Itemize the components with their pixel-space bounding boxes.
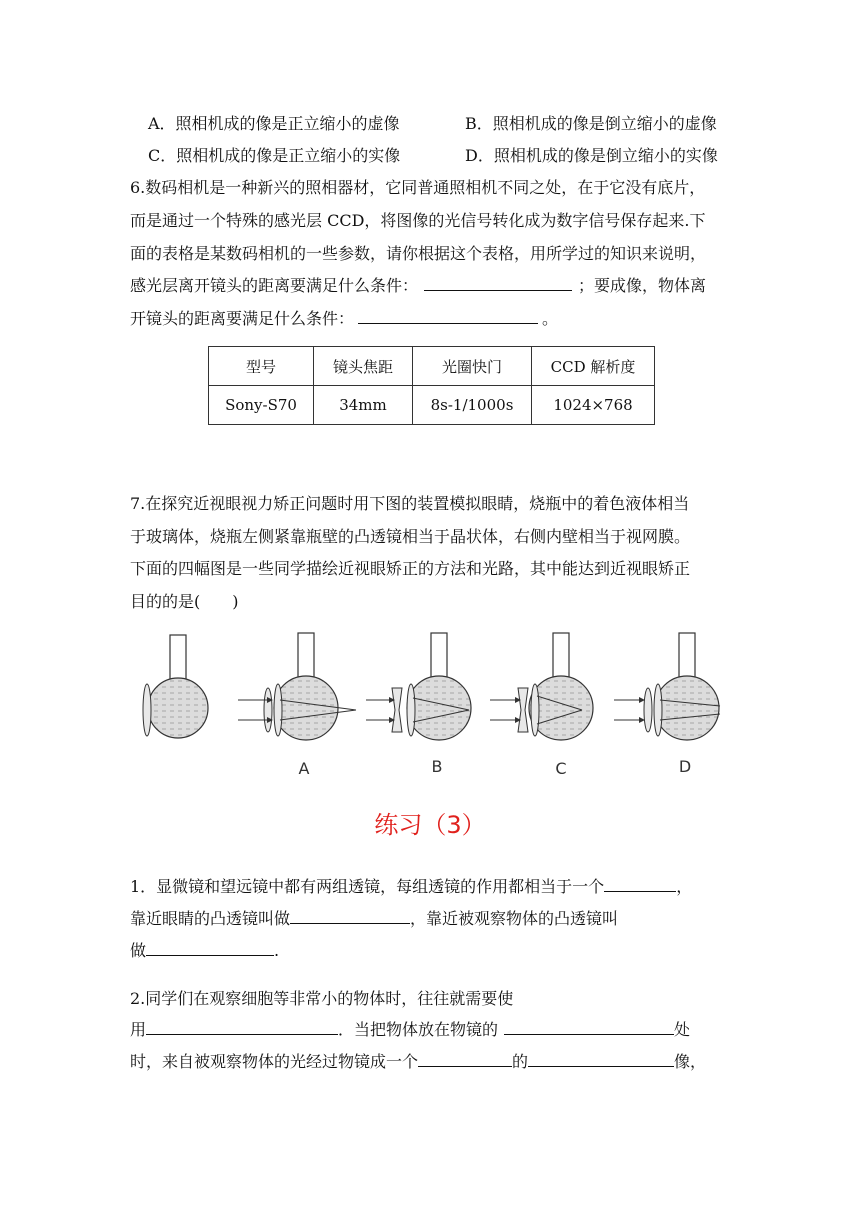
q7-line-2: 于玻璃体，烧瓶左侧紧靠瓶壁的凸透镜相当于晶状体，右侧内壁相当于视网膜。 [130,527,691,546]
ex1-line-2-tail: ，靠近被观察物体的凸透镜叫 [410,909,619,928]
figure-option-c [490,633,593,740]
ex2-line-3 [130,1051,706,1073]
answer-blank[interactable] [290,908,410,924]
q6-line-4 [130,275,706,297]
ex1-line-2 [130,908,618,930]
camera-params-table [208,346,655,425]
answer-blank[interactable] [146,1019,338,1035]
ex2-line-3-text: 时，来自被观察物体的光经过物镜成一个 [130,1052,419,1071]
ex2-line-2-text: 用 [130,1020,147,1039]
q6-line-5-text: 开镜头的距离要满足什么条件： [130,309,355,328]
table-header-row [209,347,655,386]
figure-label-b: B [431,757,443,776]
figure-label-a: A [298,759,310,778]
q5-option-a: A．照相机成的像是正立缩小的虚像 [148,114,400,133]
figure-option-d [614,633,720,740]
table-row [209,386,655,425]
figure-label-c: C [555,759,567,778]
ex2-line-2 [130,1019,690,1041]
q7-line-4: 目的的是( ) [130,592,239,611]
figure-option-b [366,633,471,740]
q6-line-4-text: 感光层离开镜头的距离要满足什么条件： [130,276,419,295]
answer-blank[interactable] [424,275,572,291]
q6-line-5-tail: 。 [542,309,559,328]
ex2-line-3-mid: 的 [512,1052,529,1071]
table-cell: 34mm [314,386,413,425]
answer-blank[interactable] [604,876,676,892]
q7-line-1: 7.在探究近视眼视力矫正问题时用下图的装置模拟眼睛，烧瓶中的着色液体相当 [130,494,690,513]
table-cell: Sony-S70 [209,386,314,425]
q7-line-3: 下面的四幅图是一些同学描绘近视眼矫正的方法和光路，其中能达到近视眼矫正 [130,559,691,578]
q6-line-5 [130,308,558,330]
figure-option-a [238,633,356,740]
answer-blank[interactable] [528,1051,674,1067]
q6-line-4-tail: ；要成像，物体离 [578,276,707,295]
ex1-line-2-text: 靠近眼睛的凸透镜叫做 [130,909,291,928]
myopia-correction-figure [130,630,730,780]
ex1-line-1 [130,876,692,898]
section-title: 练习（3） [374,811,486,839]
q5-option-d: D．照相机成的像是倒立缩小的实像 [465,146,718,165]
ex2-line-2-tail: 处 [674,1020,691,1039]
ex1-line-3 [130,940,279,962]
ex2-line-3-tail: 像， [674,1052,707,1071]
table-cell: 1024×768 [532,386,655,425]
ex1-line-3-tail: . [274,941,280,960]
figure-label-d: D [678,757,692,776]
flask-model [143,635,208,738]
ex1-line-1-tail: ， [676,877,693,896]
ex2-line-1: 2.同学们在观察细胞等非常小的物体时，往往就需要使 [130,989,514,1008]
table-cell: 8s-1/1000s [413,386,532,425]
table-header-cell: CCD 解析度 [532,347,655,386]
answer-blank[interactable] [358,308,538,324]
q5-option-c: C．照相机成的像是正立缩小的实像 [148,146,401,165]
table-header-cell: 光圈快门 [413,347,532,386]
q6-line-3: 面的表格是某数码相机的一些参数，请你根据这个表格，用所学过的知识来说明， [130,244,707,263]
q5-option-b: B．照相机成的像是倒立缩小的虚像 [465,114,717,133]
answer-blank[interactable] [146,940,274,956]
answer-blank[interactable] [504,1019,674,1035]
table-header-cell: 镜头焦距 [314,347,413,386]
q6-line-2: 而是通过一个特殊的感光层 CCD，将图像的光信号转化成为数字信号保存起来.下 [130,211,706,230]
table-header-cell: 型号 [209,347,314,386]
ex2-line-2-mid: ．当把物体放在物镜的 [338,1020,499,1039]
answer-blank[interactable] [418,1051,512,1067]
q6-line-1: 6.数码相机是一种新兴的照相器材，它同普通照相机不同之处，在于它没有底片， [130,178,706,197]
ex1-line-3-text: 做 [130,941,147,960]
ex1-line-1-text: 1．显微镜和望远镜中都有两组透镜，每组透镜的作用都相当于一个 [130,877,605,896]
